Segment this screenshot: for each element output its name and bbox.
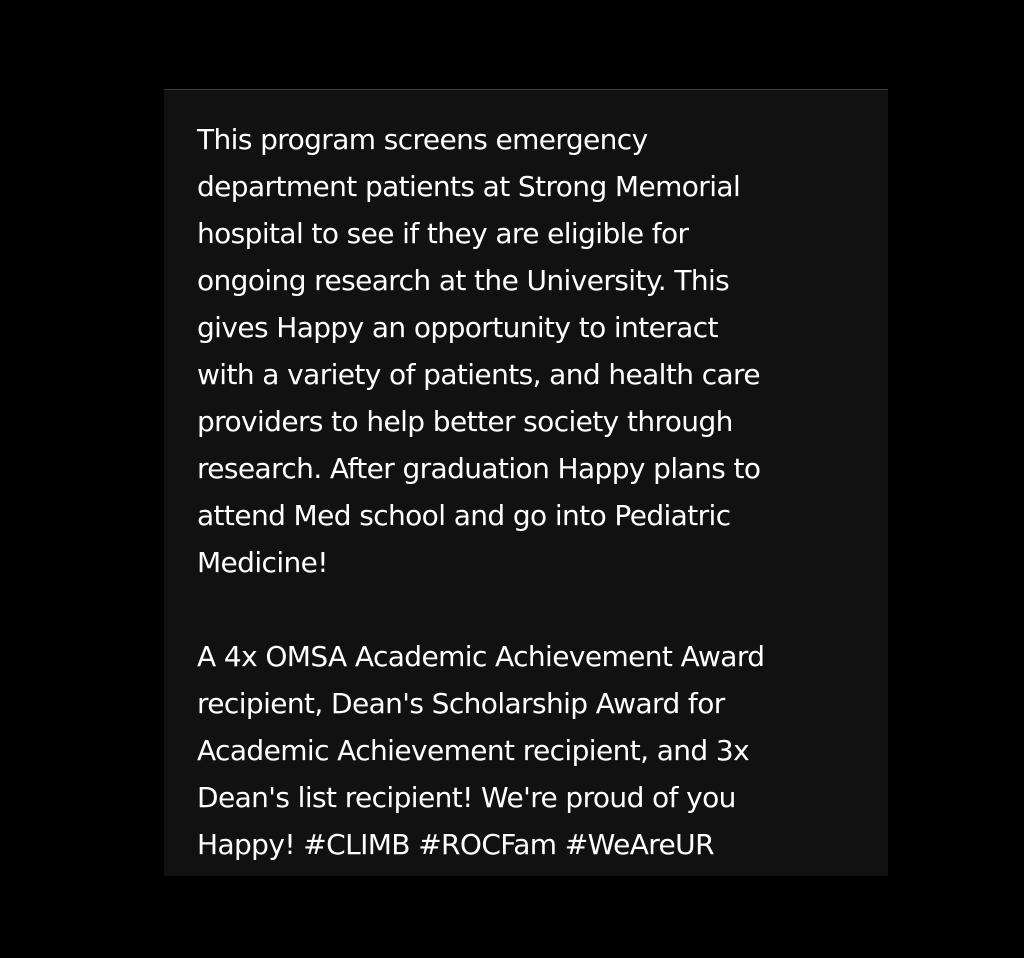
paragraph-program-description <box>197 116 877 586</box>
text-line: This program screens emergency <box>197 123 648 156</box>
text-line: Medicine! <box>197 546 328 579</box>
text-line: gives Happy an opportunity to interact <box>197 311 718 344</box>
text-line: providers to help better society through <box>197 405 733 438</box>
post-text-card <box>164 89 888 876</box>
text-line: A 4x OMSA Academic Achievement Award <box>197 640 765 673</box>
text-line: ongoing research at the University. This <box>197 264 730 297</box>
text-line: hospital to see if they are eligible for <box>197 217 689 250</box>
text-line: Happy! #CLIMB #ROCFam #WeAreUR <box>197 828 714 861</box>
text-line: research. After graduation Happy plans to <box>197 452 761 485</box>
paragraph-awards <box>197 633 877 868</box>
text-line: department patients at Strong Memorial <box>197 170 741 203</box>
text-line: Academic Achievement recipient, and 3x <box>197 734 750 767</box>
paragraph-spacer <box>197 586 877 633</box>
text-line: recipient, Dean's Scholarship Award for <box>197 687 725 720</box>
text-line: with a variety of patients, and health care <box>197 358 760 391</box>
post-body <box>197 116 877 868</box>
text-line: Dean's list recipient! We're proud of you <box>197 781 736 814</box>
text-line: attend Med school and go into Pediatric <box>197 499 731 532</box>
